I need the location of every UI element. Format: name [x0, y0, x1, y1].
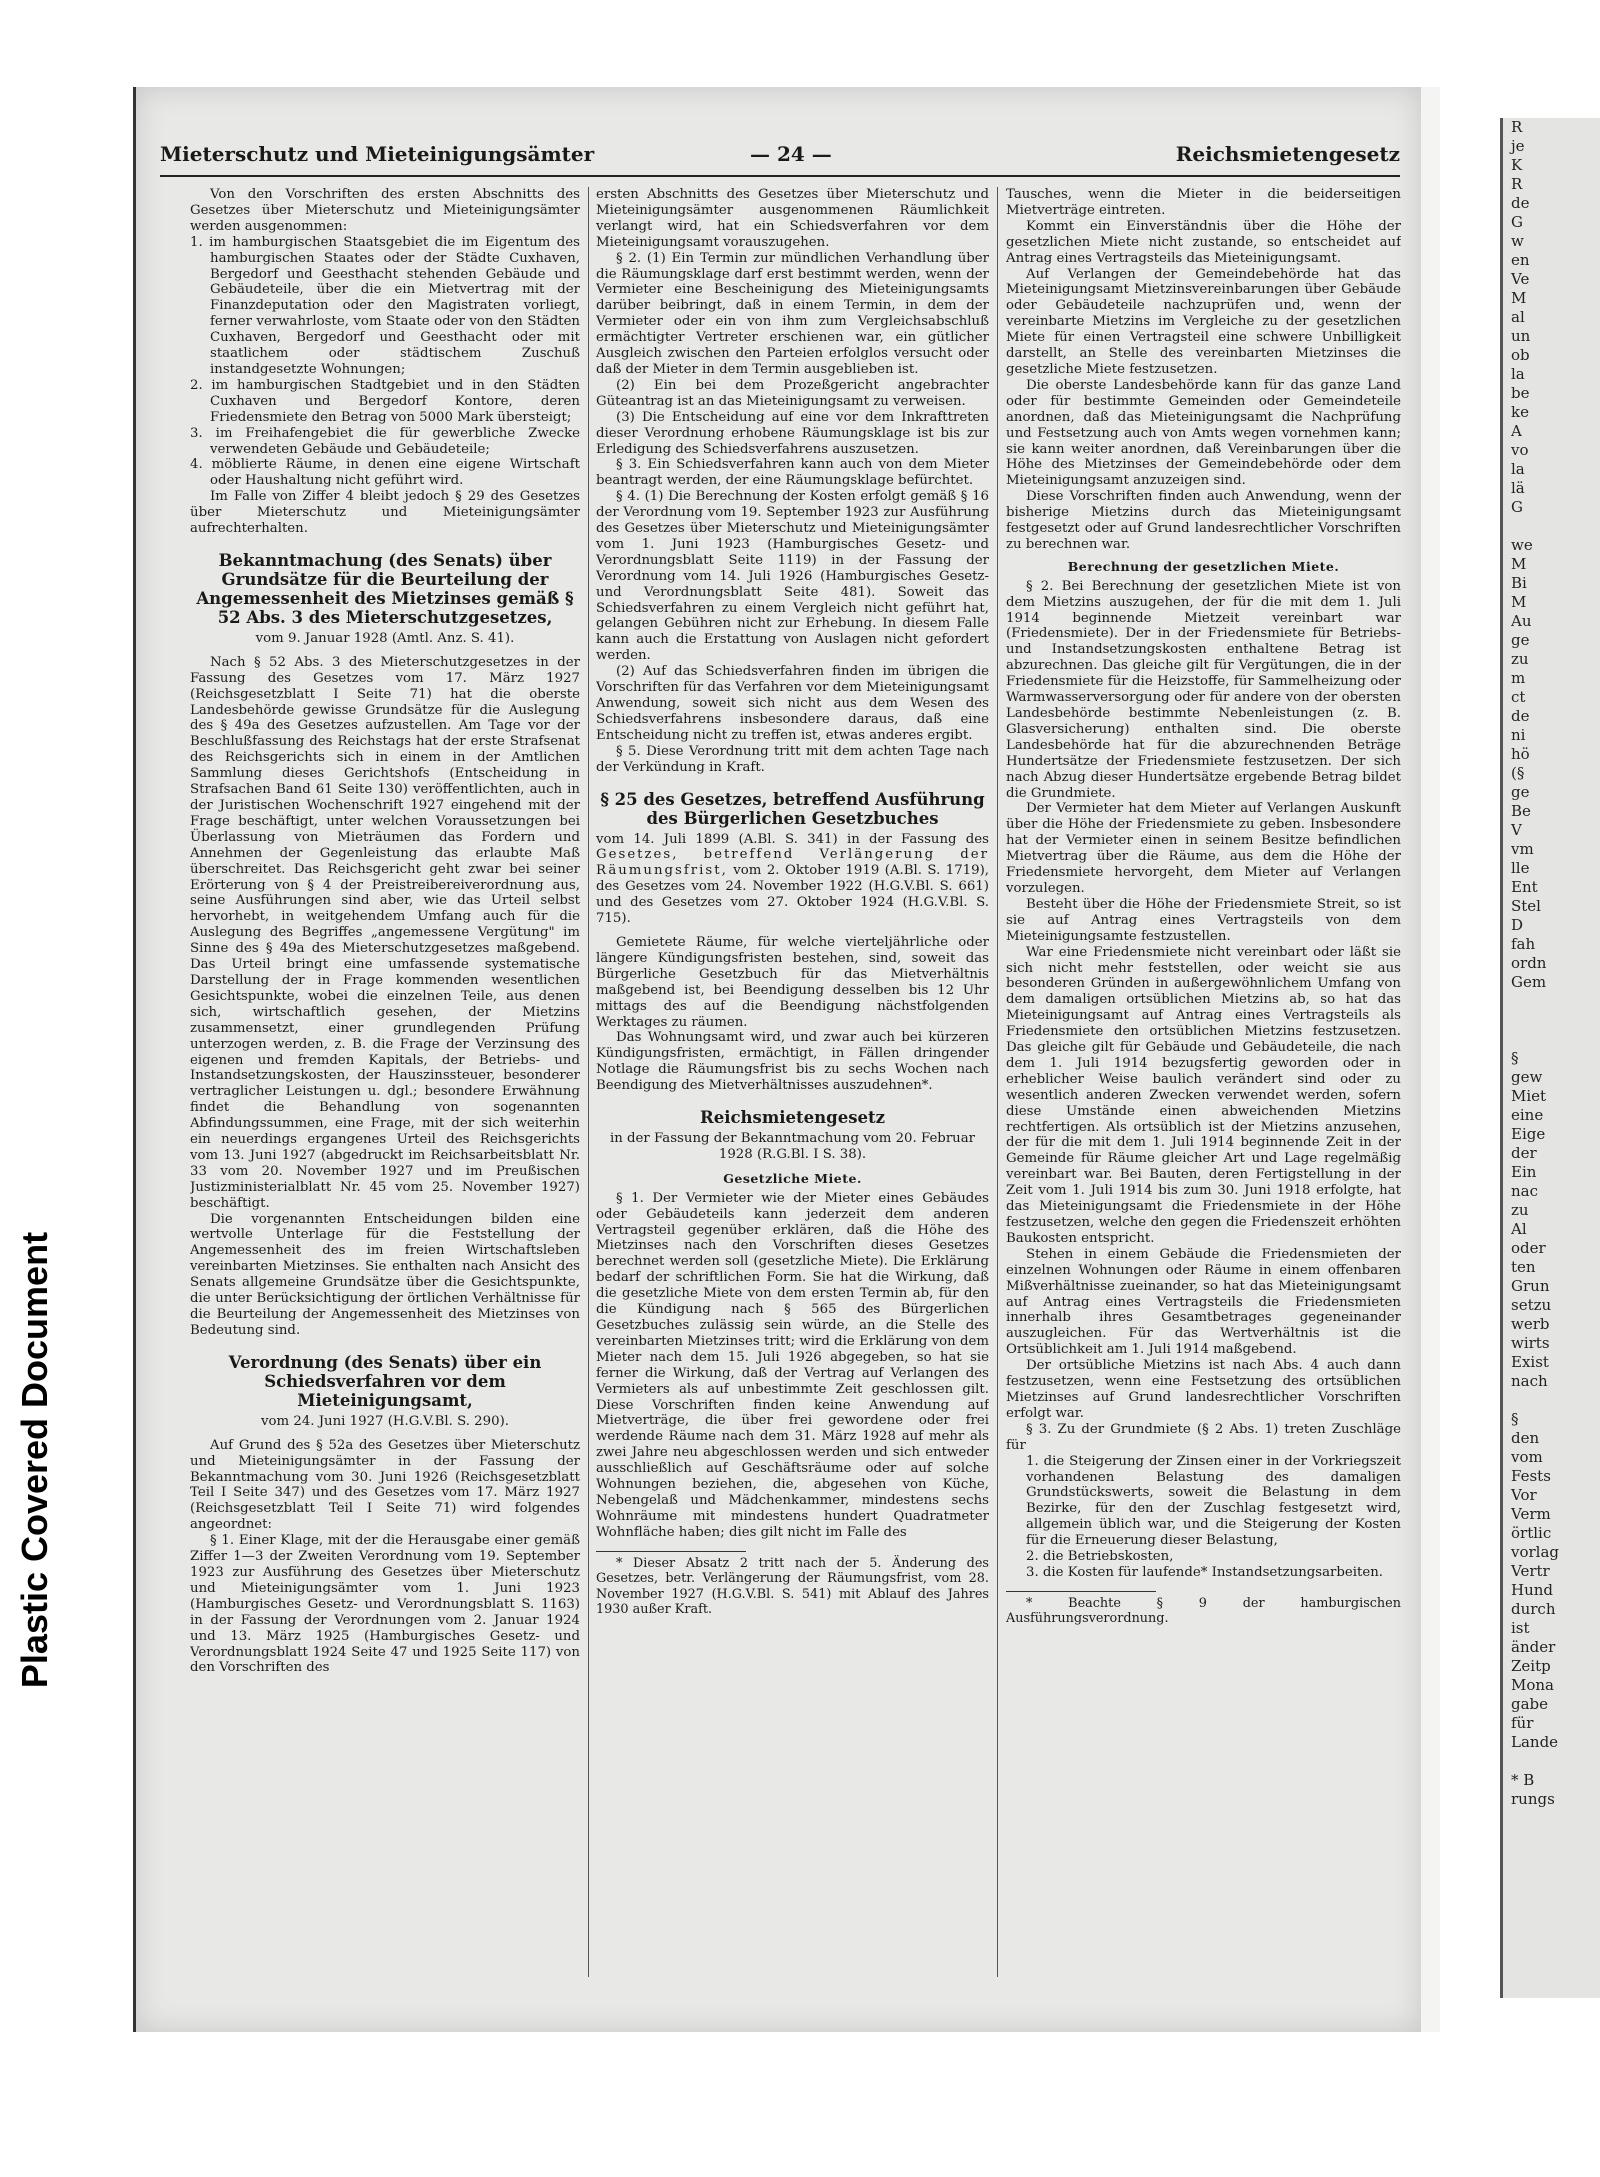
- adjacent-page-fragment: nac: [1511, 1182, 1539, 1200]
- adjacent-page-fragment: wirts: [1511, 1334, 1550, 1352]
- adjacent-page-fragment: [1503, 992, 1600, 1011]
- adjacent-page-fragment: D: [1511, 916, 1524, 934]
- adjacent-page-fragment: Fests: [1511, 1467, 1551, 1485]
- section-heading: Bekanntmachung (des Senats) über Grundsätze für die Beurteilung der Angemessenheit des Mietzinses gemäß § 52 Abs. 3 des Mieterschutzgesetzes,: [196, 550, 574, 627]
- adjacent-page-fragment: nach: [1511, 1372, 1548, 1390]
- section-date: in der Fassung der Bekanntmachung vom 20. Februar 1928 (R.G.Bl. I S. 38).: [609, 1131, 976, 1162]
- section-heading: § 25 des Gesetzes, betreffend Ausführung des Bürgerlichen Gesetzbuches: [600, 789, 985, 828]
- adjacent-page-fragment: al: [1511, 308, 1525, 326]
- adjacent-page-fragment: zu: [1511, 1201, 1529, 1219]
- paragraph: (3) Die Entscheidung auf eine vor dem Inkrafttreten dieser Verordnung erhobene Räumungsklage ist bis zur Erledigung des Schiedsverfahrens auszusetzen.: [596, 409, 989, 457]
- adjacent-page-fragment: be: [1511, 384, 1530, 402]
- adjacent-page-fragment: §: [1511, 1410, 1519, 1428]
- list-item: 3. im Freihafengebiet die für gewerbliche Zwecke verwendeten Gebäude und Gebäudeteile;: [190, 425, 580, 457]
- paragraph: § 4. (1) Die Berechnung der Kosten erfolgt gemäß § 16 der Verordnung vom 19. September 1923 zur Ausführung des Gesetzes über Mieterschutz und Mieteinigungsämter vom 1. Juni 1923 (Hamburgisches Gesetz- und Verordnungsblatt Seite 1119) in der Fassung der Verordnung vom 14. Juli 1926 (Hamburgisches Gesetz- und Verordnungsblatt Seite 481). Soweit das Schiedsverfahren zu einem Vergleich nicht geführt hat, gelangen Gebühren nicht zur Erhebung. In diesem Falle kann auch die Erstattung von Auslagen nicht gefordert werden.: [596, 489, 989, 664]
- adjacent-page-fragment: vom: [1511, 1448, 1543, 1466]
- adjacent-page-fragment: der: [1511, 1144, 1537, 1162]
- adjacent-page-fragment: Ve: [1511, 270, 1530, 288]
- adjacent-page-fragment: un: [1511, 327, 1531, 345]
- adjacent-page-fragment: ge: [1511, 783, 1530, 801]
- adjacent-page-fragment: lle: [1511, 859, 1530, 877]
- paragraph: Diese Vorschriften finden auch Anwendung, wenn der bisherige Mietzins durch das Mieteinigungsamt festgesetzt oder auf Grund landesrechtlicher Vorschriften zu berechnen war.: [1006, 489, 1401, 552]
- paragraph: § 2. (1) Ein Termin zur mündlichen Verhandlung über die Räumungsklage darf erst bestimmt werden, wenn der Vermieter eine Bescheinigung des Mieteinigungsamts darüber beibringt, daß in einem Termin, in dem der Vermieter oder ein von ihm zum Vergleichsabschluß ermächtigter Vertreter erschienen war, ein gütlicher Ausgleich zwischen den Parteien erfolglos versucht oder daß der Mieter in dem Termin ausgeblieben ist.: [596, 250, 989, 377]
- adjacent-page-fragment: ke: [1511, 403, 1529, 421]
- adjacent-page-fragment: Verm: [1511, 1505, 1551, 1523]
- adjacent-page-fragment: R: [1511, 175, 1523, 193]
- adjacent-page-fragment: vorlag: [1511, 1543, 1560, 1561]
- adjacent-page-fragment: fah: [1511, 935, 1536, 953]
- adjacent-page-fragment: R: [1511, 118, 1523, 136]
- paragraph: Die oberste Landesbehörde kann für das ganze Land oder für bestimmte Gemeinden oder Gemeindeteile anordnen, daß das Mieteinigungsamt die Nachprüfung und Festsetzung auch von Amts wegen vornehmen kann; sie kann weiter anordnen, daß Vereinbarungen über die Höhe des Mietzinses der Gemeindebehörde oder dem Mieteinigungsamt anzuzeigen sind.: [1006, 377, 1401, 489]
- adjacent-page-edge: [1500, 118, 1600, 1998]
- paragraph: § 5. Diese Verordnung tritt mit dem achten Tage nach der Verkündung in Kraft.: [596, 743, 989, 775]
- text-run: vom 14. Juli 1899 (A.Bl. S. 341) in der Fassung des: [596, 831, 989, 847]
- paragraph: [596, 832, 989, 927]
- paragraph: ersten Abschnitts des Gesetzes über Mieterschutz und Mieteinigungsämter ausgenommenen Räumlichkeit verlangt wird, hat ein Schiedsverfahren vor dem Mieteinigungsamt vorauszugehen.: [596, 187, 989, 250]
- adjacent-page-fragment: Gem: [1511, 973, 1547, 991]
- adjacent-page-fragment: la: [1511, 365, 1525, 383]
- paragraph: § 2. Bei Berechnung der gesetzlichen Miete ist von dem Mietzins auszugehen, der für die mit dem 1. Juli 1914 beginnende Mietzeit vereinbart war (Friedensmiete). Der in der Friedensmiete für Betriebs- und Instandsetzungskosten enthaltene Betrag ist abzurechnen. Das gleiche gilt für Vergütungen, die in der Friedensmiete für die Heizstoffe, für Sammelheizung oder Warmwasserversorgung oder für andere von der obersten Landesbehörde bestimmte Nebenleistungen (z. B. Glasversicherung) enthalten sind. Die oberste Landesbehörde hat für die abzurechnenden Beträge Hundertsätze der Friedensmiete festzusetzen. Der sich nach Abzug dieser Hundertsätze ergebende Betrag bildet die Grundmiete.: [1006, 578, 1401, 801]
- paragraph: § 1. Einer Klage, mit der die Herausgabe einer gemäß Ziffer 1—3 der Zweiten Verordnung vom 19. September 1923 zur Ausführung des Gesetzes über Mieterschutz und Mieteinigungsämter vom 1. Juni 1923 (Hamburgisches Gesetz- und Verordnungsblatt S. 1163) in der Fassung der Verordnungen vom 2. Januar 1924 und 13. März 1925 (Hamburgisches Gesetz- und Verordnungsblatt 1924 Seite 47 und 1925 Seite 117) von den Vorschriften des: [190, 1533, 580, 1676]
- list-item: 4. möblierte Räume, in denen eine eigene Wirtschaft oder Haushaltung nicht geführt wird.: [190, 457, 580, 489]
- list-item: 2. im hamburgischen Stadtgebiet und in den Städten Cuxhaven und Bergedorf Kontore, deren Friedensmiete den Betrag von 5000 Mark übersteigt;: [190, 377, 580, 425]
- adjacent-page-fragment: Ent: [1511, 878, 1538, 896]
- adjacent-page-fragment: ist: [1511, 1619, 1530, 1637]
- paragraph: War eine Friedensmiete nicht vereinbart oder läßt sie sich nicht mehr feststellen, oder weicht sie aus besonderen Gründen in außergewöhnlichem Umfang von dem damaligen ortsüblichen Mietzins ab, so hat das Mieteinigungsamt auf Antrag eines Vertragsteils als Friedensmiete den ortsüblichen Mietzins festzusetzen. Das gleiche gilt für Gebäude und Gebäudeteile, die nach dem 1. Juli 1914 bezugsfertig geworden oder in erheblicher Weise baulich verändert sind oder zu wesentlich anderen Zwecken verwendet werden, sofern diese Umstände einen abweichenden Mietzins rechtfertigen. Als ortsüblich ist der Mietzins anzusehen, der für die mit dem 1. Juli 1914 beginnende Zeit in der Gemeinde für Räume gleicher Art und Lage regelmäßig vereinbart war. Bei Bauten, deren Fertigstellung in der Zeit vom 1. Juli 1914 bis zum 30. Juni 1918 erfolgte, hat das Mieteinigungsamt die Friedensmiete in der Höhe festzusetzen, welche den gegen die Friedenszeit erhöhten Baukosten entspricht.: [1006, 944, 1401, 1246]
- text-run-spaced: Gesetzes, betreffend Verlängerung der Räumungsfrist,: [596, 847, 989, 879]
- paragraph: (2) Ein bei dem Prozeßgericht angebrachter Güteantrag ist an das Mieteinigungsamt zu verweisen.: [596, 377, 989, 409]
- footnote: * Beachte § 9 der hamburgischen Ausführungsverordnung.: [1006, 1595, 1401, 1627]
- adjacent-page-fragment: gabe: [1511, 1695, 1549, 1713]
- paragraph: Die vorgenannten Entscheidungen bilden eine wertvolle Unterlage für die Feststellung der Angemessenheit des im freien Wirtschaftsleben vereinbarten Mietzinses. Sie enthalten nach Ansicht des Senats allgemeine Grundsätze über die Gesichtspunkte, die unter Berücksichtigung der örtlichen Verhältnisse für die Beurteilung der Angemessenheit des Mietzinses von Bedeutung sind.: [190, 1211, 580, 1338]
- paragraph: Tausches, wenn die Mieter in die beiderseitigen Mietverträge eintreten.: [1006, 187, 1401, 218]
- column-divider: [997, 187, 998, 1977]
- adjacent-page-fragment: de: [1511, 707, 1530, 725]
- adjacent-page-fragment: Hund: [1511, 1581, 1554, 1599]
- section-heading: Verordnung (des Senats) über ein Schiedsverfahren vor dem Mieteinigungsamt,: [228, 1352, 542, 1410]
- adjacent-page-fragment: Al: [1511, 1220, 1527, 1238]
- surcharge-list: [1006, 1454, 1401, 1581]
- paragraph: Nach § 52 Abs. 3 des Mieterschutzgesetzes in der Fassung des Gesetzes vom 17. März 1927 (Reichsgesetzblatt I Seite 71) hat die oberste Landesbehörde gewisse Grundsätze für die Auslegung des § 49a des Gesetzes aufzustellen. Am Tage vor der Beschlußfassung des Reichstags hat der erste Strafsenat des Reichsgerichts sich in einem in der Amtlichen Sammlung dieses Gerichtshofs (Entscheidung in Strafsachen Band 61 Seite 130) veröffentlichten, auch in der Juristischen Wochenschrift 1927 eingehend mit der Frage beschäftigt, unter welchen Voraussetzungen bei Überlassung von Mieträumen das Fordern und Annehmen der Gegenleistung das erlaubte Maß überschreitet. Das Reichsgericht geht zwar bei seiner Erörterung von § 4 der Preistreibereiverordnung aus, seine Ausführungen sind aber, wie das Urteil selbst hervorhebt, in weitgehendem Umfang auch für die Auslegung des Begriffes „angemessene Vergütung" im Sinne des § 49a des Mieterschutzgesetzes maßgebend. Das Urteil bringt eine umfassende systematische Darstellung der in Frage kommenden wesentlichen Gesichtspunkte, wobei die einzelnen Teile, aus denen sich, wirtschaftlich gesehen, der Mietzins zusammensetzt, einer grundlegenden Prüfung unterzogen werden, z. B. die Frage der Verzinsung des eigenen und fremden Kapitals, der Betriebs- und Instandsetzungskosten, der Hauszinssteuer, besonderer vertraglicher Leistungen u. dgl.; besondere Erwähnung findet die Behandlung von sogenannten Abfindungssummen, eine Frage, mit der sich weiterhin ein neuerdings ergangenes Urteil des Reichsgerichts vom 13. Juni 1927 (abgedruckt im Reichsarbeitsblatt Nr. 33 vom 20. November 1927 und im Preußischen Justizministerialblatt Nr. 45 vom 25. November 1927) beschäftigt.: [190, 654, 580, 1211]
- adjacent-page-fragment: ordn: [1511, 954, 1547, 972]
- adjacent-page-fragment: en: [1511, 251, 1530, 269]
- paragraph: Der ortsübliche Mietzins ist nach Abs. 4 auch dann festzusetzen, wenn eine Festsetzung des ortsüblichen Mietzinses auf Grund landesrechtlicher Vorschriften erfolgt war.: [1006, 1358, 1401, 1421]
- adjacent-page-fragment: oder: [1511, 1239, 1546, 1257]
- adjacent-page-fragment: * B: [1511, 1771, 1535, 1789]
- adjacent-page-fragment: werb: [1511, 1315, 1550, 1333]
- adjacent-page-fragment: rungs: [1511, 1790, 1555, 1808]
- adjacent-page-fragment: K: [1511, 156, 1523, 174]
- adjacent-page-fragment: Be: [1511, 802, 1531, 820]
- paragraph: § 3. Zu der Grundmiete (§ 2 Abs. 1) treten Zuschläge für: [1006, 1421, 1401, 1453]
- adjacent-page-fragment: de: [1511, 194, 1530, 212]
- paragraph: Stehen in einem Gebäude die Friedensmieten der einzelnen Wohnungen oder Räume in einem offenbaren Mißverhältnisse zueinander, so hat das Mieteinigungsamt auf Antrag eines Vertragsteils die Friedensmieten innerhalb ihres Gesamtbetrages gegeneinander auszugleichen. Für das Wertverhältnis ist die Ortsüblichkeit am 1. Juli 1914 maßgebend.: [1006, 1246, 1401, 1358]
- paragraph: Das Wohnungsamt wird, und zwar auch bei kürzeren Kündigungsfristen, ermächtigt, in Fällen dringender Notlage die Räumungsfrist bis zu sechs Wochen nach Beendigung des Mietverhältnisses auszudehnen*.: [596, 1030, 989, 1094]
- adjacent-page-fragment: Zeitp: [1511, 1657, 1551, 1675]
- adjacent-page-fragment: Vor: [1511, 1486, 1537, 1504]
- exemption-list: [190, 235, 580, 490]
- adjacent-page-fragment: setzu: [1511, 1296, 1552, 1314]
- column-2: [596, 187, 989, 1987]
- page-number: — 24 —: [750, 142, 832, 166]
- adjacent-page-fragment: Ein: [1511, 1163, 1537, 1181]
- adjacent-page-fragment: vm: [1511, 840, 1534, 858]
- adjacent-page-fragment: gew: [1511, 1068, 1543, 1086]
- adjacent-page-fragment: je: [1511, 137, 1525, 155]
- text-run: vom 2. Oktober 1919 (A.Bl. S. 1719), des Gesetzes vom 24. November 1922 (H.G.V.Bl. S. 661) und des Gesetzes vom 27. Oktober 1924 (H.G.V.Bl. S. 715).: [596, 863, 989, 927]
- adjacent-page-fragment: m: [1511, 669, 1526, 687]
- adjacent-page-fragment: w: [1511, 232, 1524, 250]
- paragraph: Im Falle von Ziffer 4 bleibt jedoch § 29 des Gesetzes über Mieterschutz und Mieteinigungsämter aufrechterhalten.: [190, 489, 580, 537]
- header-left-title: Mieterschutz und Mieteinigungsämter: [160, 142, 595, 166]
- adjacent-page-fragment: zu: [1511, 650, 1529, 668]
- list-item: 3. die Kosten für laufende* Instandsetzungsarbeiten.: [1026, 1564, 1384, 1580]
- paragraph: Auf Grund des § 52a des Gesetzes über Mieterschutz und Mieteinigungsämter in der Fassung der Bekanntmachung vom 30. Juni 1926 (Reichsgesetzblatt Teil I Seite 347) und des Gesetzes vom 17. März 1927 (Reichsgesetzblatt Teil I Seite 71) wird folgendes angeordnet:: [190, 1437, 580, 1533]
- list-item: 2. die Betriebskosten,: [1026, 1549, 1174, 1565]
- subsection-heading: Berechnung der gesetzlichen Miete.: [1067, 558, 1340, 574]
- adjacent-page-fragment: Miet: [1511, 1087, 1547, 1105]
- adjacent-page-fragment: [1503, 517, 1600, 536]
- page-header: [160, 142, 1400, 172]
- adjacent-page-fragment: Stel: [1511, 897, 1541, 915]
- adjacent-page-fragment: [1503, 1391, 1600, 1410]
- paragraph: Von den Vorschriften des ersten Abschnitts des Gesetzes über Mieterschutz und Mieteinigungsämter werden ausgenommen:: [190, 187, 580, 234]
- paragraph: Auf Verlangen der Gemeindebehörde hat das Mieteinigungsamt Mietzinsvereinbarungen über Gebäude oder Gebäudeteile nachzuprüfen und, wenn der vereinbarte Mietzins im Vergleiche zu der gesetzlichen Miete für einen Vertragsteil eine schwere Unbilligkeit darstellt, an Stelle des vereinbarten Mietzinses die gesetzliche Miete festzusetzen.: [1006, 266, 1401, 377]
- adjacent-page-fragment: (§: [1511, 764, 1525, 782]
- adjacent-page-fragment: Bi: [1511, 574, 1527, 592]
- list-item: 1. die Steigerung der Zinsen einer in der Vorkriegszeit vorhandenen Belastung des damaligen Grundstückswerts, soweit die Belastung in dem Bezirke, für den der Zuschlag festgesetzt wird, allgemein üblich war, und die Steigerung der Kosten für die Erneuerung dieser Belastung,: [1026, 1453, 1401, 1549]
- section-date: vom 9. Januar 1928 (Amtl. Anz. S. 41).: [255, 630, 515, 646]
- footnote-rule: [1006, 1591, 1156, 1592]
- adjacent-page-fragment: A: [1511, 422, 1522, 440]
- footnote-rule: [596, 1551, 746, 1552]
- adjacent-page-fragment: Vertr: [1511, 1562, 1550, 1580]
- paragraph: Der Vermieter hat dem Mieter auf Verlangen Auskunft über die Höhe der Friedensmiete zu geben. Insbesondere hat der Vermieter einen in seinem Besitze befindlichen Mietvertrag über die Räume, aus dem die Höhe der Friedensmiete hervorgeht, dem Mieter auf Verlangen vorzulegen.: [1006, 801, 1401, 896]
- plastic-covered-label: Plastic Covered Document: [14, 1231, 55, 1689]
- section-date: vom 24. Juni 1927 (H.G.V.Bl. S. 290).: [261, 1413, 509, 1429]
- paragraph: (2) Auf das Schiedsverfahren finden im übrigen die Vorschriften für das Verfahren vor dem Mieteinigungsamt Anwendung, soweit sich nicht aus dem Wesen des Schiedsverfahrens insbesondere daraus, daß eine Entscheidung nicht zu treffen ist, etwas anderes ergibt.: [596, 664, 989, 743]
- adjacent-page-fragment: hö: [1511, 745, 1530, 763]
- adjacent-page-fragment: Grun: [1511, 1277, 1550, 1295]
- adjacent-page-fragment: eine: [1511, 1106, 1544, 1124]
- adjacent-page-fragment: V: [1511, 821, 1522, 839]
- paragraph: Besteht über die Höhe der Friedensmiete Streit, so ist sie auf Antrag eines Vertragsteils von dem Mieteinigungsamte festzustellen.: [1006, 896, 1401, 944]
- adjacent-page-fragment: ten: [1511, 1258, 1536, 1276]
- adjacent-page-fragment: ni: [1511, 726, 1526, 744]
- column-1: [190, 187, 580, 1987]
- column-divider: [588, 187, 589, 1977]
- adjacent-page-fragment: Eige: [1511, 1125, 1546, 1143]
- adjacent-page-fragment: vo: [1511, 441, 1529, 459]
- adjacent-page-fragment: la: [1511, 460, 1525, 478]
- adjacent-page-fragment: Mona: [1511, 1676, 1554, 1694]
- adjacent-page-fragment: für: [1511, 1714, 1534, 1732]
- footnote: * Dieser Absatz 2 tritt nach der 5. Änderung des Gesetzes, betr. Verlängerung der Räumungsfrist, vom 28. November 1927 (H.G.V.Bl. S. 541) mit Ablauf des Jahres 1930 außer Kraft.: [596, 1555, 989, 1618]
- document-page: [133, 87, 1421, 2032]
- adjacent-page-fragment: M: [1511, 555, 1527, 573]
- subsection-heading: Gesetzliche Miete.: [723, 1170, 862, 1186]
- adjacent-page-fragment: Exist: [1511, 1353, 1549, 1371]
- adjacent-page-fragment: lä: [1511, 479, 1525, 497]
- adjacent-page-fragment: [1503, 1030, 1600, 1049]
- adjacent-page-fragment: ge: [1511, 631, 1530, 649]
- adjacent-page-fragment: G: [1511, 498, 1523, 516]
- adjacent-page-fragment: §: [1511, 1049, 1519, 1067]
- paragraph: § 3. Ein Schiedsverfahren kann auch von dem Mieter beantragt werden, der eine Räumungsklage befürchtet.: [596, 457, 989, 489]
- header-right-title: Reichsmietengesetz: [1175, 142, 1400, 166]
- adjacent-page-fragment: örtlic: [1511, 1524, 1552, 1542]
- adjacent-page-fragment: we: [1511, 536, 1533, 554]
- adjacent-page-fragment: ct: [1511, 688, 1526, 706]
- adjacent-page-fragment: [1503, 1011, 1600, 1030]
- adjacent-page-fragment: Au: [1511, 612, 1532, 630]
- page-gutter: [1418, 87, 1440, 2032]
- adjacent-page-fragment: änder: [1511, 1638, 1556, 1656]
- column-3: [1006, 187, 1401, 1987]
- adjacent-page-fragment: [1503, 1752, 1600, 1771]
- adjacent-page-fragment: durch: [1511, 1600, 1556, 1618]
- adjacent-page-fragment: M: [1511, 289, 1527, 307]
- adjacent-page-fragment: ob: [1511, 346, 1530, 364]
- section-heading: Reichsmietengesetz: [700, 1108, 885, 1128]
- paragraph: Gemietete Räume, für welche vierteljährliche oder längere Kündigungsfristen bestehen, sind, soweit das Bürgerliche Gesetzbuch für das Mietverhältnis maßgebend ist, bei Beendigung desselben bis 12 Uhr mittags des auf die Beendigung nächstfolgenden Werktages zu räumen.: [596, 934, 989, 1030]
- header-rule: [160, 175, 1400, 177]
- adjacent-page-fragment: G: [1511, 213, 1523, 231]
- adjacent-page-fragment: den: [1511, 1429, 1540, 1447]
- paragraph: Kommt ein Einverständnis über die Höhe der gesetzlichen Miete nicht zustande, so entscheidet auf Antrag eines Vertragsteils das Mieteinigungsamt.: [1006, 218, 1401, 266]
- adjacent-page-fragment: M: [1511, 593, 1527, 611]
- paragraph: § 1. Der Vermieter wie der Mieter eines Gebäudes oder Gebäudeteils kann jederzeit dem anderen Vertragsteil gegenüber erklären, daß die Höhe des Mietzinses nach den Vorschriften dieses Gesetzes berechnet werden soll (gesetzliche Miete). Die Erklärung bedarf der schriftlichen Form. Sie hat die Wirkung, daß die gesetzliche Miete von dem ersten Termin ab, für den die Kündigung nach § 565 des Bürgerlichen Gesetzbuches zulässig sein würde, an die Stelle des vereinbarten Mietzinses tritt; wird die Erklärung von dem Mieter nach dem 15. Juli 1926 abgegeben, so hat sie ferner die Wirkung, daß der Vertrag auf Verlangen des Vermieters als auf unbestimmte Zeit geschlossen gilt. Diese Vorschriften finden keine Anwendung auf Mietverträge, die über frei gewordene oder frei werdende Räume nach dem 31. März 1928 auf mehr als zwei Jahre neu abgeschlossen werden und sich entweder ausschließlich auf Geschäftsräume oder auf solche Wohnungen beziehen, die, abgesehen von Küche, Nebengelaß und Mädchenkammer, mindestens sechs Wohnräume mit mindestens hundert Quadratmeter Wohnfläche haben; dies gilt nicht im Falle des: [596, 1190, 989, 1540]
- list-item: 1. im hamburgischen Staatsgebiet die im Eigentum des hamburgischen Staates oder der Städte Cuxhaven, Bergedorf und Geesthacht stehenden Gebäude und Gebäudeteile, über die ein Mietvertrag mit der Finanzdeputation oder den Magistraten vorliegt, ferner verwahrloste, vom Staate oder von den Städten Cuxhaven, Bergedorf und Geesthacht oder mit staatlichem oder städtischem Zuschuß instandgesetzte Wohnungen;: [190, 234, 580, 377]
- adjacent-page-fragment: Lande: [1511, 1733, 1559, 1751]
